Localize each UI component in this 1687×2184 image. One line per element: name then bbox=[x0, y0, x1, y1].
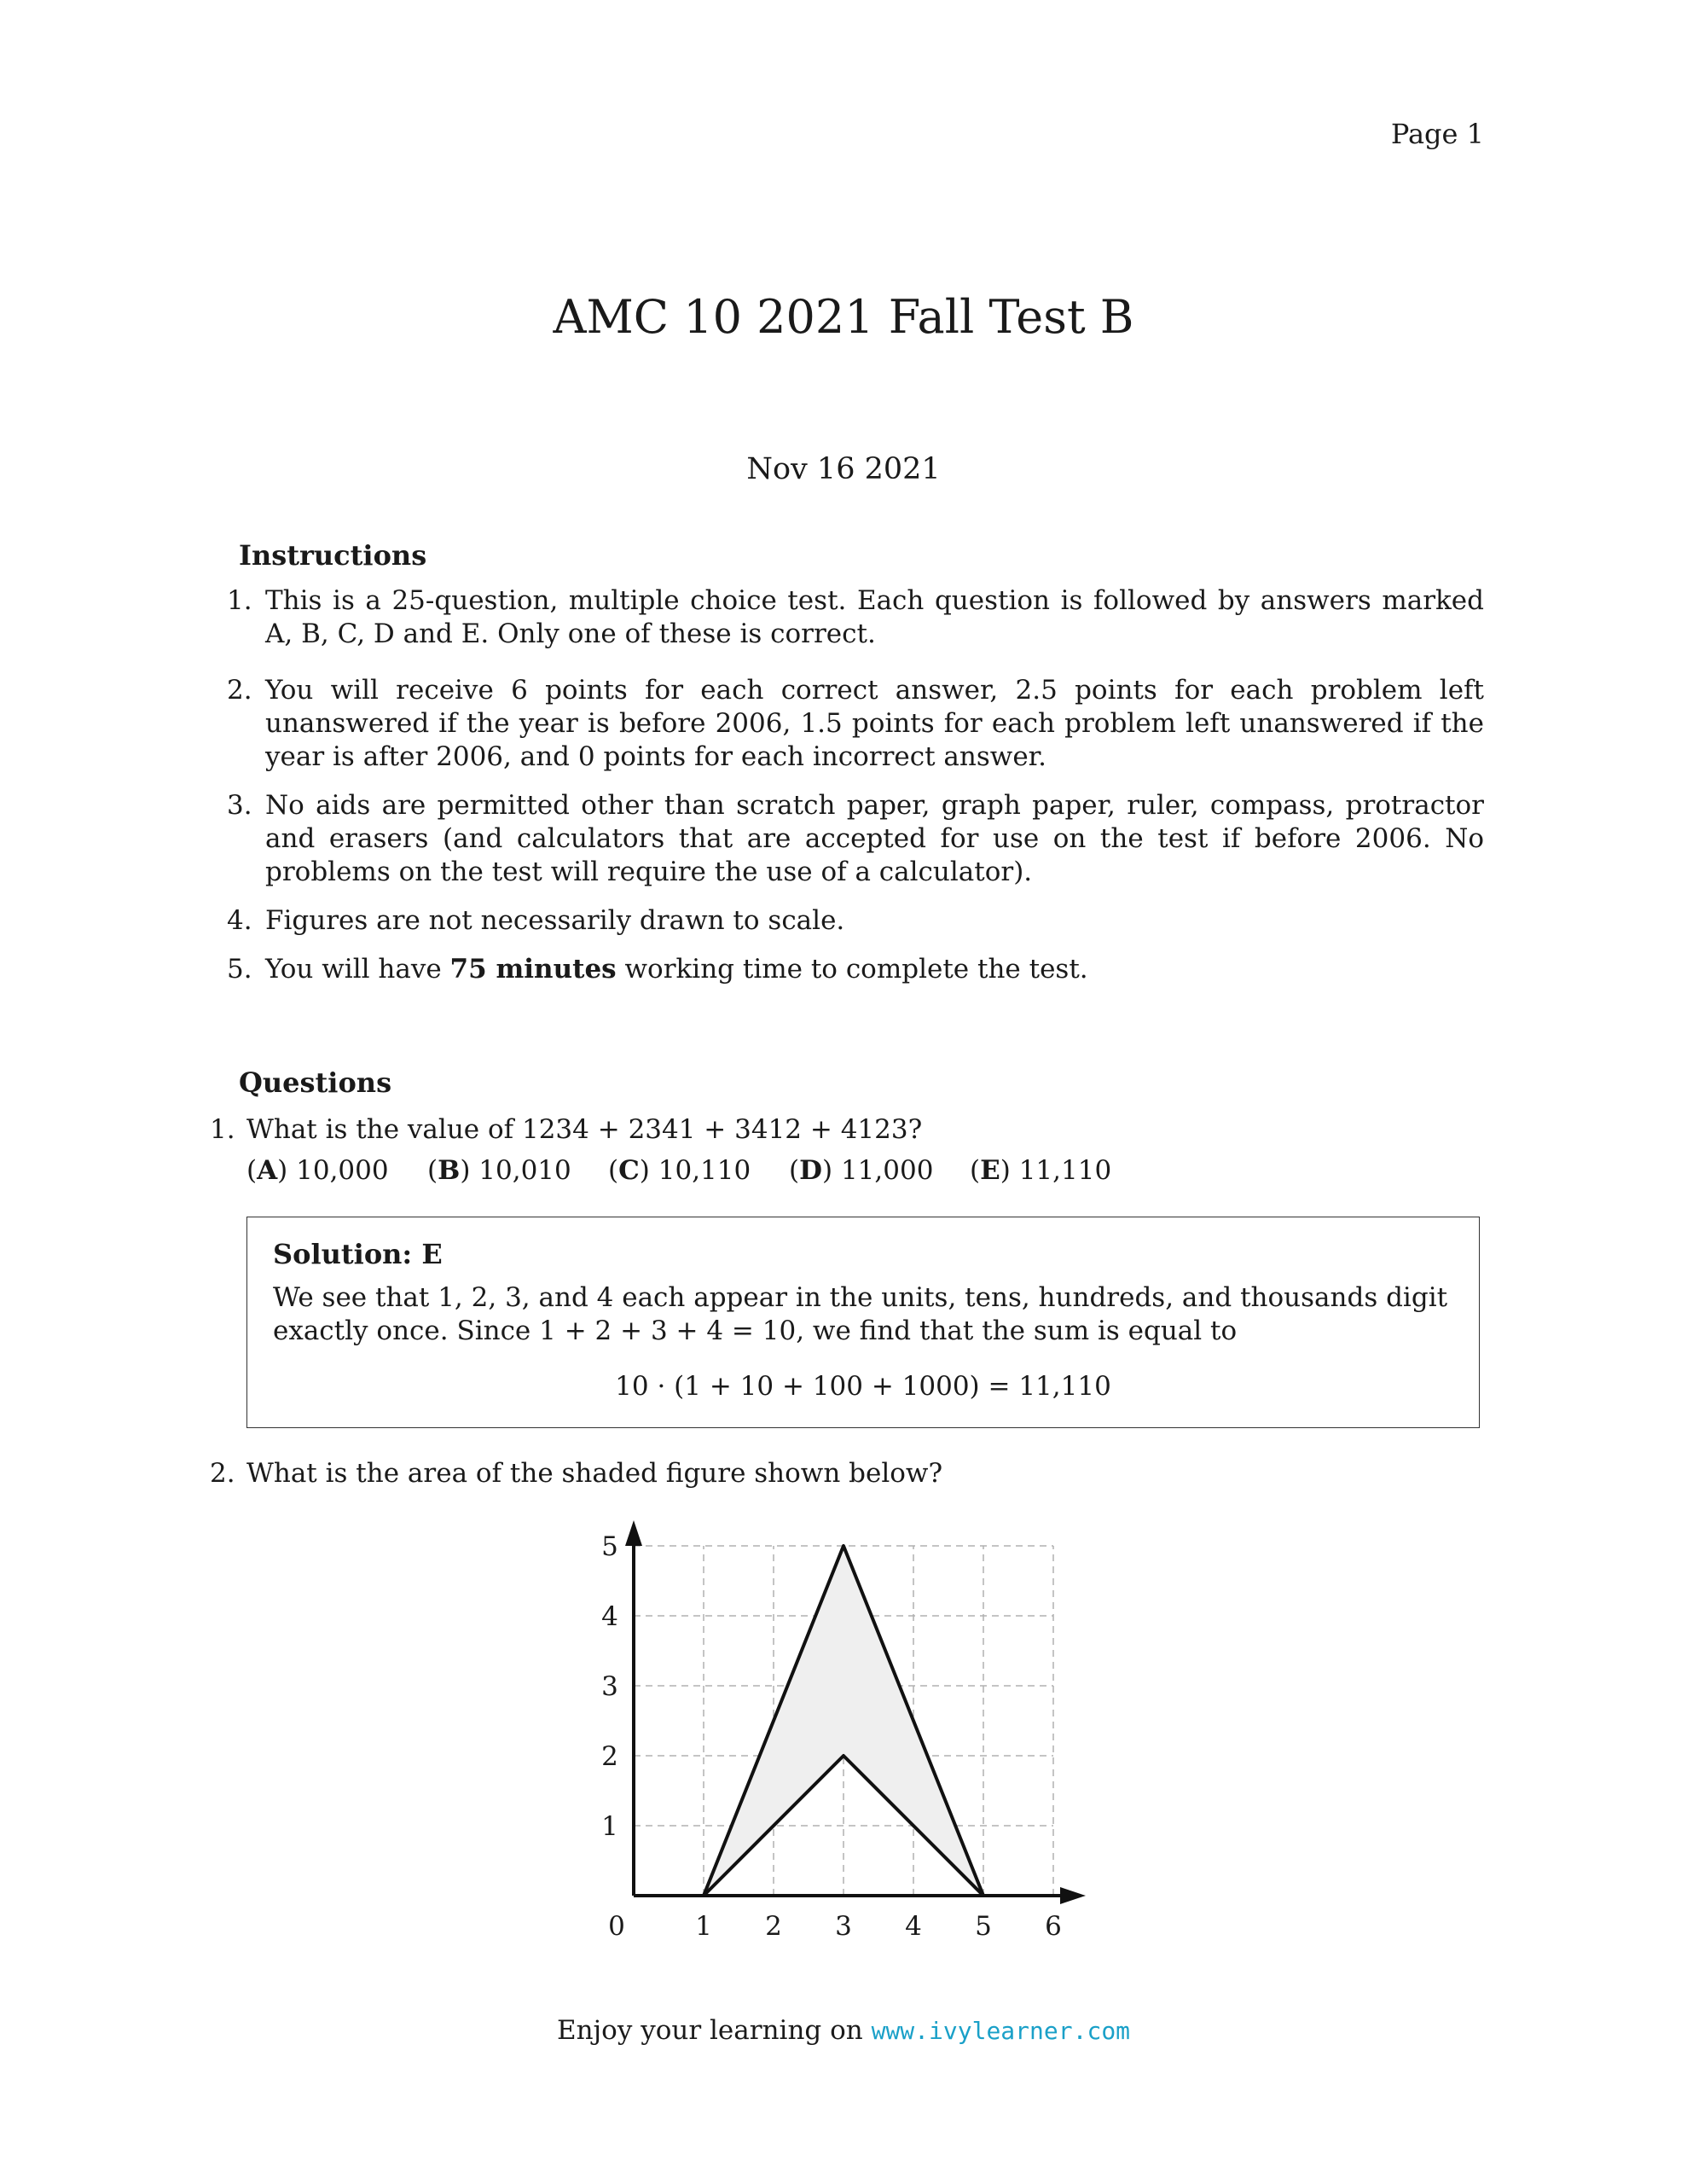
x-tick-label: 0 bbox=[608, 1911, 625, 1942]
choice-value: 10,010 bbox=[478, 1155, 571, 1186]
choice-letter: C bbox=[618, 1155, 640, 1186]
x-tick-label: 4 bbox=[905, 1911, 922, 1942]
y-tick-label: 4 bbox=[601, 1601, 618, 1632]
question-number: 1. bbox=[210, 1114, 235, 1145]
question-number: 2. bbox=[210, 1458, 235, 1489]
choice-letter: E bbox=[980, 1155, 1000, 1186]
x-axis-arrow bbox=[1060, 1887, 1086, 1904]
instruction-number: 2. bbox=[227, 675, 252, 706]
questions-heading: Questions bbox=[239, 1066, 392, 1099]
test-date: Nov 16 2021 bbox=[746, 452, 941, 486]
choice-value: 10,000 bbox=[296, 1155, 389, 1186]
footer bbox=[0, 2015, 1687, 2046]
x-tick-label: 3 bbox=[835, 1911, 852, 1942]
instruction-text: No aids are permitted other than scratch paper, graph paper, ruler, compass, protractor and erasers (and calculators that are accepted for use on the test if before 2006. No problems on the test will require the use of a calculator). bbox=[265, 790, 1484, 887]
choice-a: (A) 10,000 bbox=[246, 1155, 389, 1186]
instruction-number: 4. bbox=[227, 905, 252, 936]
choice-letter: D bbox=[799, 1155, 822, 1186]
footer-text: Enjoy your learning on bbox=[556, 2015, 872, 2046]
y-axis-arrow bbox=[625, 1520, 642, 1546]
y-tick-label: 5 bbox=[601, 1531, 618, 1562]
choice-letter: A bbox=[257, 1155, 278, 1186]
y-tick-label: 2 bbox=[601, 1741, 618, 1772]
instructions-heading: Instructions bbox=[239, 539, 427, 572]
y-tick-label: 1 bbox=[601, 1811, 618, 1842]
solution-text: We see that 1, 2, 3, and 4 each appear in the units, tens, hundreds, and thousands digit exactly once. Since 1 + 2 + 3 + 4 = 10, we find that the sum is equal to bbox=[273, 1282, 1448, 1346]
question-text: What is the area of the shaded figure shown below? bbox=[246, 1458, 943, 1489]
question-text: What is the value of 1234 + 2341 + 3412 + 4123? bbox=[246, 1114, 923, 1145]
instruction-number: 3. bbox=[227, 790, 252, 821]
footer-link[interactable]: www.ivylearner.com bbox=[871, 2017, 1131, 2045]
choice-letter: B bbox=[438, 1155, 461, 1186]
y-tick-label: 3 bbox=[601, 1671, 618, 1702]
instruction-text: This is a 25-question, multiple choice test. Each question is followed by answers marked A, B, C, D and E. Only one of these is correct. bbox=[265, 585, 1484, 649]
instruction-number: 5. bbox=[227, 954, 252, 985]
x-tick-label: 6 bbox=[1045, 1911, 1062, 1942]
x-tick-label: 1 bbox=[695, 1911, 712, 1942]
instruction-text: Figures are not necessarily drawn to scale. bbox=[265, 905, 845, 936]
x-tick-label: 2 bbox=[765, 1911, 782, 1942]
instruction-text-end: working time to complete the test. bbox=[616, 954, 1088, 985]
solution-equation: 10 · (1 + 10 + 100 + 1000) = 11,110 bbox=[615, 1371, 1111, 1402]
instruction-number: 1. bbox=[227, 585, 252, 616]
choice-value: 10,110 bbox=[658, 1155, 751, 1186]
instruction-text: You will receive 6 points for each correct answer, 2.5 points for each problem left unanswered if the year is before 2006, 1.5 points for each problem left unanswered if the year is after 2006, and 0 points for each incorrect answer. bbox=[265, 675, 1484, 772]
choice-value: 11,000 bbox=[840, 1155, 934, 1186]
x-tick-label: 5 bbox=[975, 1911, 992, 1942]
solution-heading: Solution: E bbox=[273, 1238, 443, 1270]
choice-b: (B) 10,010 bbox=[427, 1155, 571, 1186]
page-title: AMC 10 2021 Fall Test B bbox=[553, 290, 1134, 344]
choice-value: 11,110 bbox=[1018, 1155, 1112, 1186]
choice-c: (C) 10,110 bbox=[608, 1155, 751, 1186]
time-limit: 75 minutes bbox=[449, 954, 617, 985]
page-number: Page 1 bbox=[1390, 118, 1484, 150]
choice-d: (D) 11,000 bbox=[789, 1155, 934, 1186]
choice-e: (E) 11,110 bbox=[970, 1155, 1112, 1186]
instruction-text-start: You will have bbox=[265, 954, 450, 985]
